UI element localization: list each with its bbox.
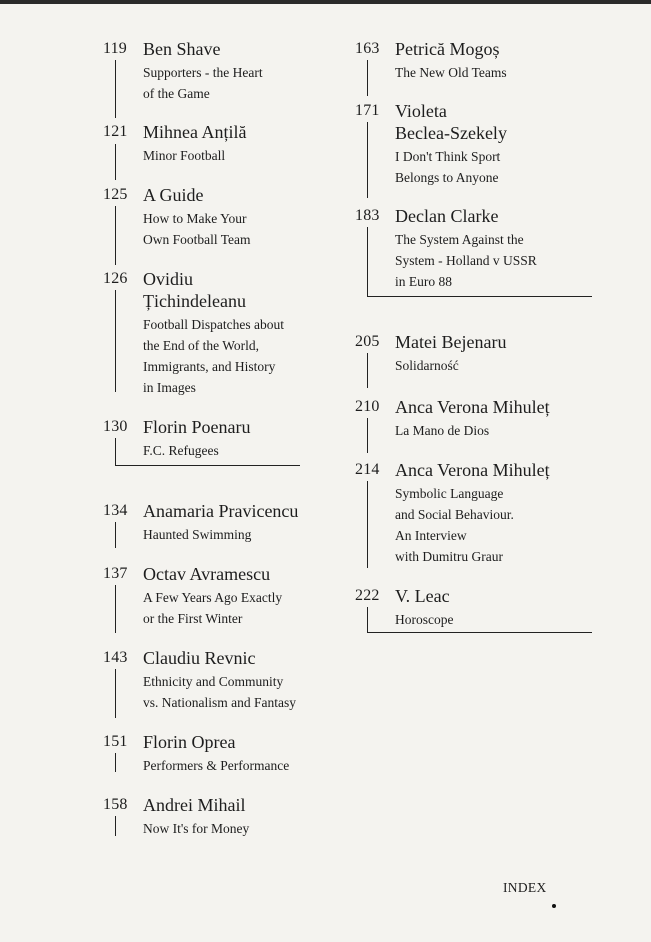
page-number: 126 <box>103 270 128 287</box>
connector-vertical <box>115 290 116 392</box>
connector-vertical <box>367 418 368 453</box>
entry-title-line: Supporters - the Heart <box>143 65 263 80</box>
entry-title-line: with Dumitru Graur <box>395 549 503 564</box>
connector-horizontal <box>367 296 592 297</box>
entry-title-line: Own Football Team <box>143 232 251 247</box>
entry-author: Țichindeleanu <box>143 291 246 311</box>
page-number: 210 <box>355 398 380 415</box>
entry-title-line: The System Against the <box>395 232 524 247</box>
entry-author: Mihnea Anțilă <box>143 122 247 142</box>
entry-author: Octav Avramescu <box>143 564 271 584</box>
entry-author: Anca Verona Mihuleț <box>395 460 550 480</box>
entry-title-line: How to Make Your <box>143 211 247 226</box>
connector-vertical <box>115 753 116 772</box>
entry-author: Matei Bejenaru <box>395 332 507 352</box>
entry-title-line: Horoscope <box>395 612 454 627</box>
page-number: 163 <box>355 40 380 57</box>
entry-author: V. Leac <box>395 586 450 606</box>
entry-title-line: or the First Winter <box>143 611 243 626</box>
entry-title-line: Belongs to Anyone <box>395 170 499 185</box>
page-number: 183 <box>355 207 380 224</box>
connector-vertical <box>367 122 368 198</box>
entry-title-line: A Few Years Ago Exactly <box>143 590 283 605</box>
entry-author: Andrei Mihail <box>143 795 246 815</box>
entry-title-line: in Images <box>143 380 196 395</box>
page-number: 121 <box>103 123 128 140</box>
entry-title-line: Performers & Performance <box>143 758 290 773</box>
entry-author: Violeta <box>395 101 447 121</box>
entry-title-line: The New Old Teams <box>395 65 507 80</box>
entry-title-line: in Euro 88 <box>395 274 452 289</box>
page-number: 214 <box>355 461 380 478</box>
entry-author: Anca Verona Mihuleț <box>395 397 550 417</box>
entry-title-line: Now It's for Money <box>143 821 250 836</box>
entry-author: Florin Oprea <box>143 732 236 752</box>
page-number: 171 <box>355 102 380 119</box>
connector-vertical <box>115 522 116 548</box>
entry-author: Claudiu Revnic <box>143 648 256 668</box>
page-number: 222 <box>355 587 380 604</box>
page-number: 205 <box>355 333 380 350</box>
entry-title-line: La Mano de Dios <box>395 423 490 438</box>
connector-vertical <box>115 816 116 836</box>
page-number: 119 <box>103 40 128 57</box>
entry-author: Ovidiu <box>143 269 194 289</box>
page-number: 143 <box>103 649 128 666</box>
entry-author: Anamaria Pravicencu <box>143 501 299 521</box>
connector-horizontal <box>367 632 592 633</box>
page-dot <box>552 904 556 908</box>
page-number: 151 <box>103 733 128 750</box>
connector-vertical <box>367 481 368 568</box>
entry-title-line: Minor Football <box>143 148 226 163</box>
entry-title-line: System - Holland v USSR <box>395 253 537 268</box>
page-number: 130 <box>103 418 128 435</box>
connector-vertical <box>115 144 116 180</box>
entry-title-line: I Don't Think Sport <box>395 149 501 164</box>
connector-vertical <box>367 353 368 388</box>
connector-vertical <box>115 438 116 465</box>
entry-title-line: vs. Nationalism and Fantasy <box>143 695 296 710</box>
page-number: 158 <box>103 796 128 813</box>
connector-vertical <box>115 585 116 633</box>
entry-author: Ben Shave <box>143 39 221 59</box>
page-number: 137 <box>103 565 128 582</box>
entry-title-line: Ethnicity and Community <box>143 674 284 689</box>
page-number: 134 <box>103 502 128 519</box>
entry-title-line: F.C. Refugees <box>143 443 219 458</box>
connector-vertical <box>115 206 116 265</box>
entry-author: Declan Clarke <box>395 206 499 226</box>
entry-title-line: of the Game <box>143 86 210 101</box>
entry-title-line: Football Dispatches about <box>143 317 284 332</box>
entry-title-line: Symbolic Language <box>395 486 504 501</box>
entry-author: A Guide <box>143 185 204 205</box>
connector-vertical <box>367 60 368 96</box>
entry-author: Beclea-Szekely <box>395 123 507 143</box>
entry-title-line: the End of the World, <box>143 338 260 353</box>
connector-horizontal <box>115 465 300 466</box>
entry-author: Florin Poenaru <box>143 417 251 437</box>
page-number: 125 <box>103 186 128 203</box>
top-edge <box>0 0 651 4</box>
entry-title-line: An Interview <box>395 528 467 543</box>
entry-title-line: and Social Behaviour. <box>395 507 514 522</box>
entry-title-line: Solidarność <box>395 358 459 373</box>
entry-author: Petrică Mogoș <box>395 39 500 59</box>
connector-vertical <box>367 227 368 296</box>
connector-vertical <box>115 669 116 718</box>
connector-vertical <box>115 60 116 118</box>
entry-title-line: Haunted Swimming <box>143 527 252 542</box>
entry-title-line: Immigrants, and History <box>143 359 276 374</box>
index-label: INDEX <box>503 880 547 895</box>
connector-vertical <box>367 607 368 632</box>
